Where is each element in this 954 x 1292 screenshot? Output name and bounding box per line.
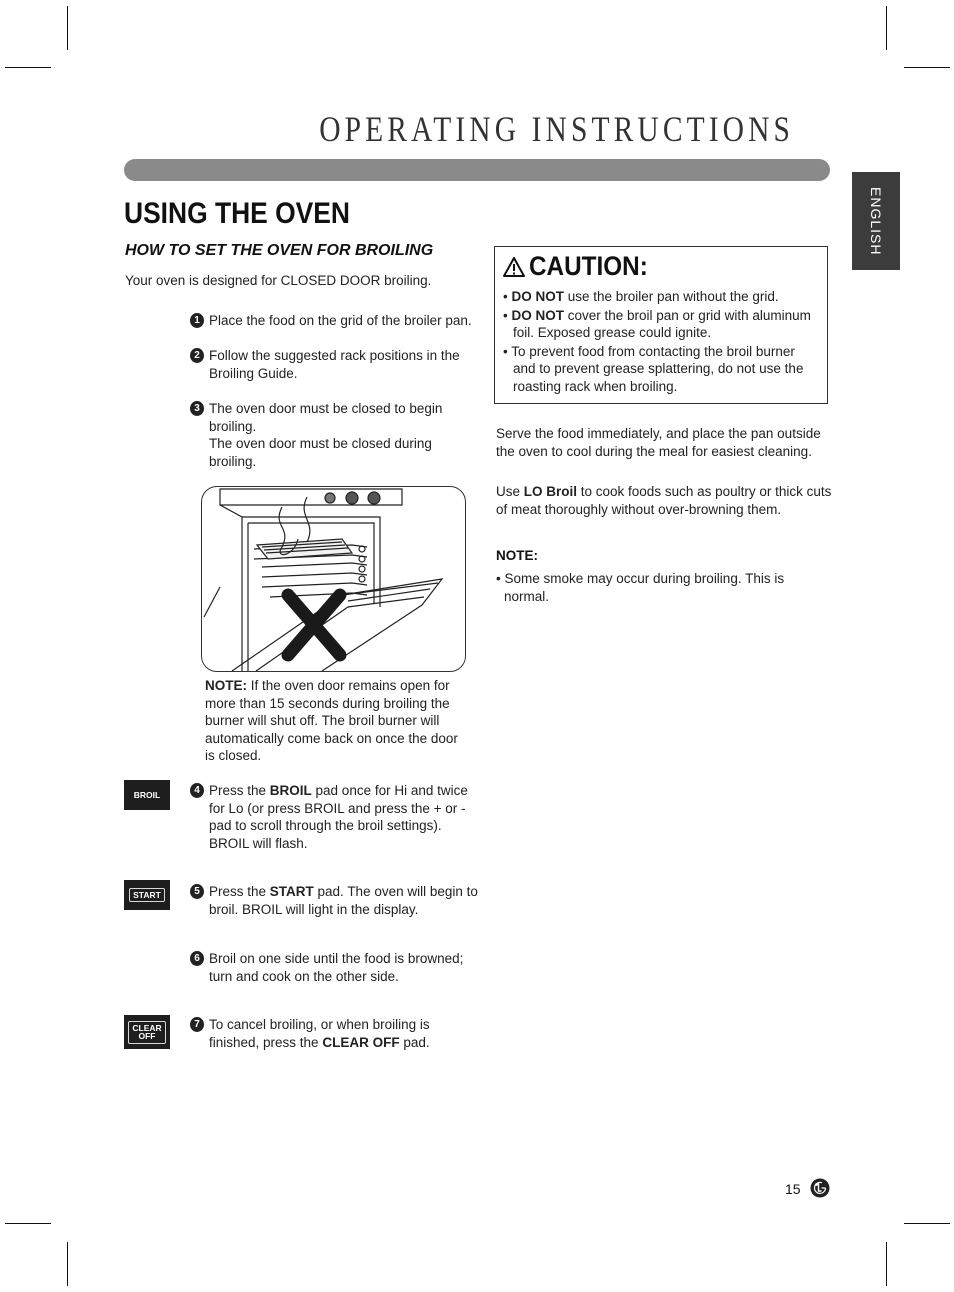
caution-title: CAUTION:	[529, 251, 648, 281]
lo-broil-paragraph	[496, 483, 832, 518]
step-text-bold: BROIL	[269, 783, 312, 798]
step-text: Broil on one side until the food is browned; turn and cook on the other side.	[209, 951, 464, 984]
caution-box	[494, 246, 828, 404]
crop-mark	[904, 1223, 950, 1224]
crop-mark	[904, 67, 950, 68]
step-text-bold: CLEAR OFF	[322, 1034, 400, 1050]
intro-text: Your oven is designed for CLOSED DOOR broiling.	[125, 273, 432, 288]
oven-open-door-icon	[202, 487, 465, 671]
step-3	[190, 400, 480, 470]
step-5	[190, 883, 480, 918]
note-label: NOTE:	[496, 548, 538, 563]
caution-item	[503, 307, 819, 342]
step-number: 7	[190, 1017, 204, 1032]
caution-item-text: cover the broil pan or grid with aluminum foil. Exposed grease could ignite.	[513, 307, 811, 340]
step-text: The oven door must be closed to begin broiling.	[209, 401, 443, 434]
door-note-text: If the oven door remains open for more than 15 seconds during broiling the burner will shut off. The broil burner will automatically come back on once the door is closed.	[205, 678, 458, 763]
caution-item-text: use the broiler pan without the grid.	[563, 289, 779, 304]
caution-item	[503, 288, 819, 306]
caution-item-bold: DO NOT	[511, 289, 564, 304]
bullet: •	[503, 343, 512, 359]
door-note	[205, 677, 467, 765]
header-bar	[124, 159, 830, 181]
start-pad-icon	[124, 880, 170, 910]
bullet: •	[503, 289, 512, 304]
broil-pad-icon	[124, 780, 170, 810]
step-text: To cancel broiling, or when broiling is finished, press the	[209, 1017, 430, 1050]
clear-off-pad-label	[132, 1024, 161, 1041]
caution-list	[503, 288, 819, 395]
warning-icon	[503, 257, 525, 277]
clear-off-pad-icon	[124, 1015, 170, 1049]
off-pad-label: OFF	[138, 1031, 156, 1041]
crop-mark	[886, 6, 887, 50]
step-text: Follow the suggested rack positions in the Broiling Guide.	[209, 348, 460, 381]
step-text-2: The oven door must be closed during broiling.	[209, 436, 432, 469]
note-item: • Some smoke may occur during broiling. This is normal.	[496, 571, 785, 604]
crop-mark	[67, 6, 68, 50]
open-door-illustration	[201, 486, 466, 672]
door-note-label: NOTE:	[205, 678, 247, 693]
step-number: 1	[190, 313, 204, 328]
bullet: •	[503, 307, 512, 323]
step-text-bold: START	[269, 884, 314, 899]
step-text: Press the	[209, 884, 270, 899]
step-4	[190, 782, 480, 852]
caution-item-text: To prevent food from contacting the broil burner and to prevent grease splattering, do not use the roasting rack when broiling.	[511, 343, 804, 394]
step-number: 5	[190, 884, 204, 899]
step-number: 3	[190, 401, 204, 416]
step-text: Press the	[209, 783, 270, 798]
clear-pad-label: CLEAR	[132, 1022, 162, 1033]
step-text: pad.	[399, 1034, 430, 1050]
step-6	[190, 950, 480, 985]
step-1	[190, 312, 480, 330]
lo-broil-bold: LO Broil	[523, 484, 578, 499]
step-text: pad. The oven will begin to broil. BROIL will light in the display.	[209, 884, 478, 917]
start-pad-label: START	[133, 889, 161, 900]
step-number: 6	[190, 951, 204, 966]
step-7	[190, 1016, 480, 1051]
lg-logo-icon	[810, 1178, 830, 1198]
page-number: 15	[785, 1181, 801, 1197]
step-text: pad once for Hi and twice for Lo (or press BROIL and press the + or - pad to scroll through the broil settings). BROIL will flash.	[209, 783, 468, 851]
crop-mark	[5, 67, 51, 68]
lo-broil-text: Use	[496, 484, 524, 499]
crop-mark	[5, 1223, 51, 1224]
serve-paragraph: Serve the food immediately, and place the pan outside the oven to cool during the meal for easiest cleaning.	[496, 426, 821, 459]
header-title: OPERATING INSTRUCTIONS	[319, 109, 794, 149]
crop-mark	[886, 1242, 887, 1286]
language-tab	[852, 172, 900, 270]
crop-mark	[67, 1242, 68, 1286]
caution-item-bold: DO NOT	[511, 307, 564, 323]
step-text: Place the food on the grid of the broiler pan.	[209, 313, 472, 328]
language-tab-label: ENGLISH	[868, 186, 884, 256]
caution-item	[503, 343, 819, 396]
section-title: USING THE OVEN	[124, 197, 350, 230]
lo-broil-text: to cook foods such as poultry or thick cuts of meat thoroughly without over-browning them.	[496, 484, 832, 517]
step-number: 4	[190, 783, 204, 798]
step-number: 2	[190, 348, 204, 363]
broil-pad-label: BROIL	[133, 789, 161, 800]
subheading: HOW TO SET THE OVEN FOR BROILING	[125, 242, 434, 259]
step-2	[190, 347, 480, 382]
